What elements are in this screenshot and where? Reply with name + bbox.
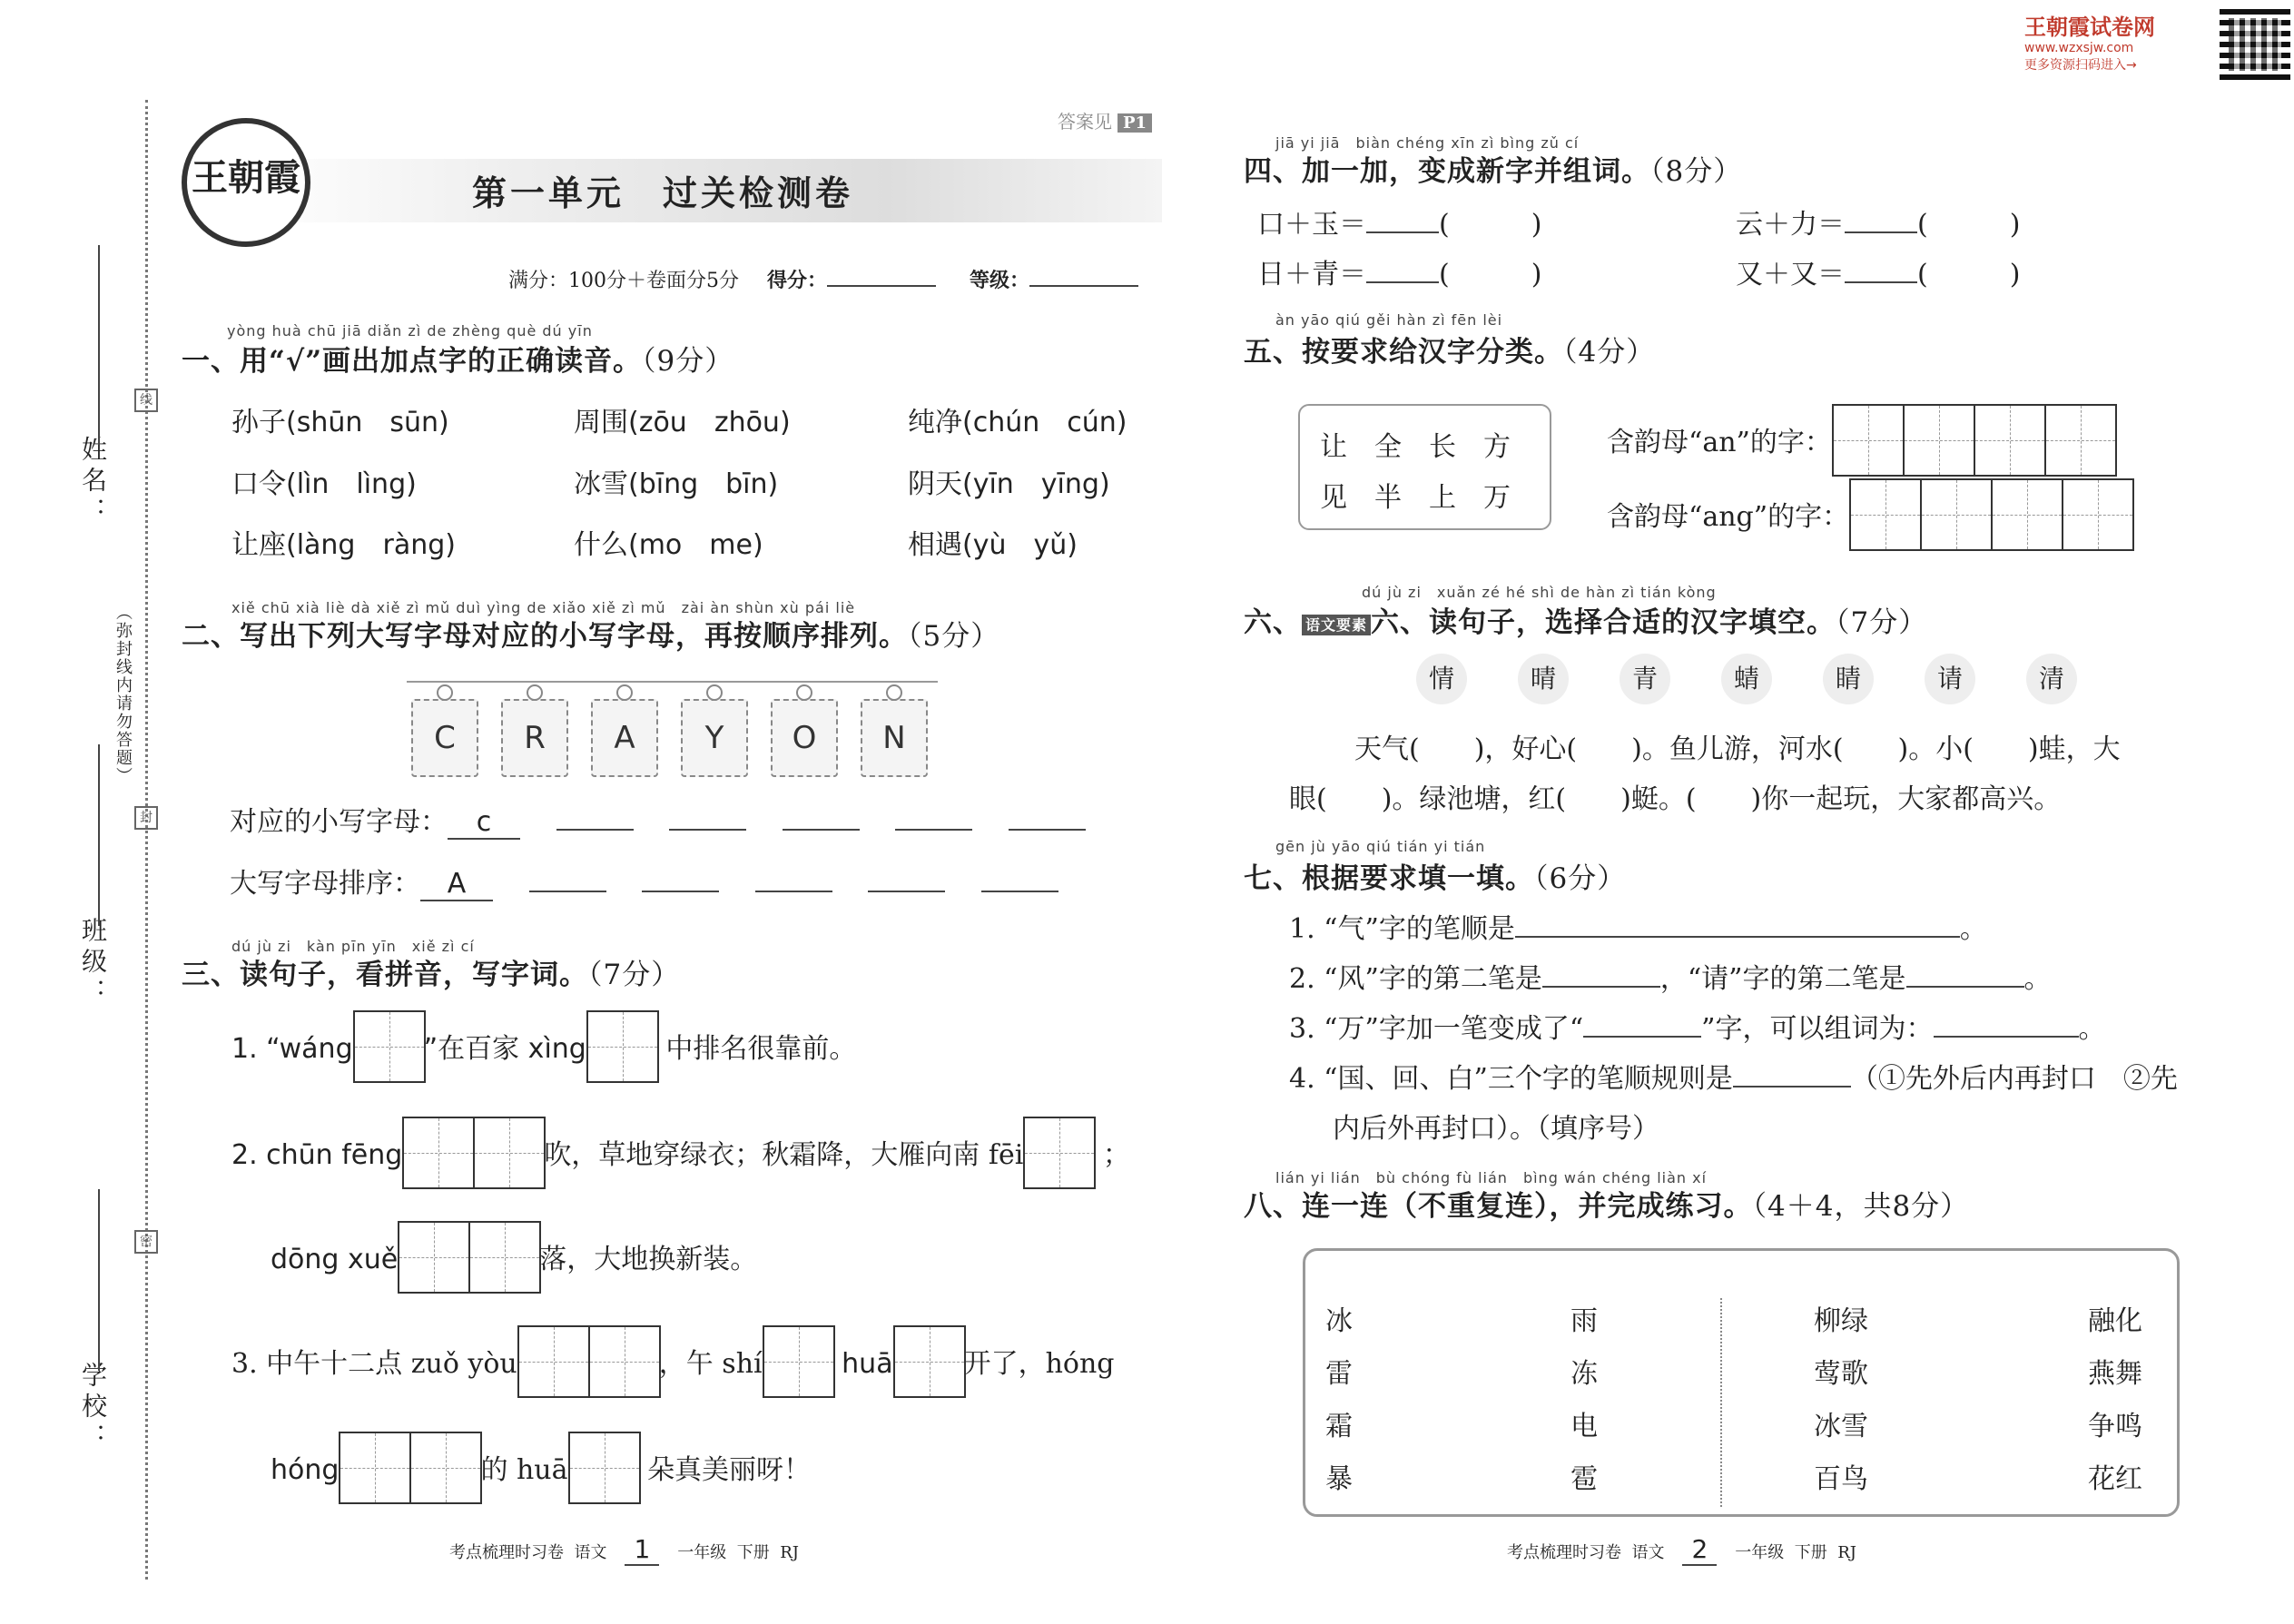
- order-blank[interactable]: [755, 891, 832, 892]
- grade-label: 等级：: [970, 269, 1030, 292]
- lowercase-blank[interactable]: [1009, 829, 1086, 831]
- char-grid[interactable]: [568, 1432, 639, 1511]
- q3-sentence-2b: dōng xuě 落，大地换新装。: [271, 1221, 757, 1301]
- match-item[interactable]: 燕舞: [2088, 1358, 2142, 1390]
- q4-pinyin: jiā yi jiā biàn chéng xīn zì bìng zǔ cí: [1275, 134, 1580, 152]
- q7-item-3: 3. “万”字加一笔变成了“ ”字，可以组词为： 。: [1289, 1013, 2106, 1045]
- match-item[interactable]: 雹: [1570, 1463, 1598, 1495]
- option-char: 睛: [1823, 654, 1874, 704]
- answer-blank[interactable]: [1845, 281, 1917, 283]
- option-char: 蜻: [1721, 654, 1772, 704]
- answer-blank[interactable]: [1845, 231, 1917, 233]
- footer-page-2: 考点梳理时习卷 语文 2 一年级 下册 RJ: [1507, 1534, 1856, 1564]
- q1-item: 孙子(shūn sūn): [231, 407, 449, 438]
- q1-item: 冰雪(bīng bīn): [574, 468, 779, 500]
- answer-ref-label: 答案见: [1058, 111, 1112, 133]
- q5-pinyin: àn yāo qiú gěi hàn zì fēn lèi: [1275, 311, 1503, 329]
- score-info: 满分：100分＋卷面分5分: [508, 270, 739, 292]
- match-item[interactable]: 冰: [1325, 1305, 1353, 1337]
- ang-row: 含韵母“ang”的字：: [1607, 478, 2132, 558]
- match-item[interactable]: 柳绿: [1814, 1305, 1868, 1337]
- letter-card: R: [501, 699, 568, 777]
- order-blank[interactable]: [529, 891, 606, 892]
- q1-item: 阴天(yīn yīng): [908, 468, 1110, 500]
- q8-title: 八、连一连（不重复连），并完成练习。（4＋4，共8分）: [1244, 1190, 1970, 1223]
- score-line: [508, 265, 1166, 293]
- class-label: 班级：: [78, 917, 108, 1009]
- q3-sentence-1: 1. “wáng ”在百家 xìng 中排名很靠前。: [231, 1010, 856, 1090]
- binding-line: [145, 100, 148, 1580]
- q1-item: 周围(zōu zhōu): [574, 407, 791, 438]
- q1-item: 相遇(yù yǔ): [908, 529, 1078, 561]
- match-item[interactable]: 争鸣: [2088, 1411, 2142, 1442]
- q3-pinyin: dú jù zi kàn pīn yīn xiě zì cí: [231, 938, 475, 955]
- footer-page-1: 考点梳理时习卷 语文 1 一年级 下册 RJ: [449, 1534, 799, 1564]
- score-label: 得分：: [767, 269, 828, 292]
- match-item[interactable]: 百鸟: [1814, 1463, 1868, 1495]
- lowercase-blank[interactable]: c: [448, 806, 520, 840]
- match-item[interactable]: 雷: [1325, 1358, 1353, 1390]
- q3-sentence-2: 2. chūn fēng 吹，草地穿绿衣；秋霜降，大雁向南 fēi ；: [231, 1117, 1130, 1196]
- q6-line-2: 眼( )。绿池塘，红( )蜓。( )你一起玩，大家都高兴。: [1289, 783, 2062, 815]
- char-grid[interactable]: [1023, 1117, 1094, 1196]
- match-item[interactable]: 冰雪: [1814, 1411, 1868, 1442]
- answer-ref-page: P1: [1117, 113, 1152, 133]
- q1-item: 让座(làng ràng): [231, 529, 456, 561]
- char-grid[interactable]: [1832, 404, 2115, 484]
- page-number: 2: [1682, 1534, 1717, 1566]
- q4-row: 口＋玉＝ ( ): [1257, 209, 1542, 241]
- lowercase-blank[interactable]: [556, 829, 634, 831]
- grade-blank[interactable]: [1029, 285, 1138, 287]
- lowercase-blank[interactable]: [783, 829, 860, 831]
- school-label: 学校：: [78, 1362, 108, 1454]
- q1-item: 纯净(chún cún): [908, 407, 1127, 438]
- seal-mark-bot: 密: [134, 1230, 158, 1254]
- school-blank[interactable]: [98, 1189, 100, 1371]
- letter-card: C: [411, 699, 478, 777]
- q3-title: 三、读句子，看拼音，写字词。（7分）: [182, 959, 681, 991]
- q6-title: 六、 语文要素 六、读句子，选择合适的汉字填空。（7分）: [1244, 606, 1928, 639]
- q7-item-1: 1. “气”字的笔顺是 。: [1289, 913, 1987, 945]
- match-item[interactable]: 暴: [1325, 1463, 1353, 1495]
- char-grid[interactable]: [402, 1117, 544, 1196]
- answer-blank[interactable]: [1542, 986, 1660, 988]
- char-row-1: 让 全 长 方: [1320, 431, 1511, 463]
- logo-text: 王朝霞: [192, 156, 300, 199]
- order-blank[interactable]: [868, 891, 945, 892]
- char-box: [1298, 404, 1551, 530]
- char-grid[interactable]: [763, 1325, 833, 1405]
- option-char: 请: [1925, 654, 1975, 704]
- brand-url: www.wzxsjw.com: [2024, 41, 2134, 55]
- seal-mark-mid: 封: [134, 806, 158, 830]
- lowercase-blank[interactable]: [895, 829, 972, 831]
- letter-card: N: [861, 699, 928, 777]
- answer-blank[interactable]: [1583, 1036, 1701, 1038]
- q3-sentence-3: 3. 中午十二点 zuǒ yòu ，午 shí huā 开了，hóng: [231, 1325, 1115, 1405]
- q7-pinyin: gēn jù yāo qiú tián yi tián: [1275, 838, 1486, 855]
- publisher-logo: [182, 118, 310, 247]
- option-char: 清: [2026, 654, 2077, 704]
- brand-name: 王朝霞试卷网: [2024, 15, 2155, 40]
- char-grid[interactable]: [1849, 478, 2132, 558]
- answer-blank[interactable]: [1934, 1036, 2079, 1038]
- q6-pinyin: dú jù zi xuǎn zé hé shì de hàn zì tián kòng: [1362, 584, 1717, 601]
- seal-notice: （弥封线内请勿答题）: [113, 604, 133, 785]
- q6-line-1: 天气( )，好心( )。鱼儿游，河水( )。小( )蛙，大: [1354, 733, 2121, 765]
- q1-title: 一、用“√”画出加点字的正确读音。（9分）: [182, 345, 734, 378]
- an-row: 含韵母“an”的字：: [1607, 404, 2115, 484]
- char-grid[interactable]: [398, 1221, 539, 1301]
- lowercase-row: 对应的小写字母： c: [230, 799, 1086, 840]
- letter-card: Y: [681, 699, 748, 777]
- match-item[interactable]: 融化: [2088, 1305, 2142, 1337]
- match-item[interactable]: 电: [1570, 1411, 1598, 1442]
- q3-sentence-3b: hóng 的 huā 朵真美丽呀！: [271, 1432, 811, 1511]
- answer-blank[interactable]: [1906, 986, 2024, 988]
- seal-mark-top: 线: [134, 389, 158, 412]
- q4-row: 又＋又＝ ( ): [1736, 259, 2021, 290]
- q6-tag: 语文要素: [1302, 615, 1371, 635]
- q2-title: 二、写出下列大写字母对应的小写字母，再按顺序排列。（5分）: [182, 620, 1000, 653]
- char-grid[interactable]: [339, 1432, 480, 1511]
- order-blank[interactable]: A: [420, 868, 493, 901]
- char-grid[interactable]: [893, 1325, 964, 1405]
- class-blank[interactable]: [98, 744, 100, 926]
- option-char: 青: [1620, 654, 1670, 704]
- q1-item: 什么(mo me): [574, 529, 763, 561]
- letter-card: A: [591, 699, 658, 777]
- char-grid[interactable]: [586, 1010, 657, 1090]
- match-item[interactable]: 霜: [1325, 1411, 1353, 1442]
- option-char: 情: [1416, 654, 1467, 704]
- answer-blank[interactable]: [1515, 936, 1960, 938]
- option-char: 晴: [1518, 654, 1569, 704]
- answer-reference: [1058, 107, 1152, 133]
- q4-row: 日＋青＝ ( ): [1257, 259, 1542, 290]
- q7-item-2: 2. “风”字的第二笔是 ，“请”字的第二笔是 。: [1289, 963, 2052, 995]
- matching-box: [1303, 1248, 2180, 1517]
- score-blank[interactable]: [827, 285, 936, 287]
- order-row: 大写字母排序： A: [230, 861, 1058, 901]
- char-row-2: 见 半 上 万: [1320, 482, 1511, 514]
- page-number: 1: [625, 1534, 659, 1566]
- brand-slogan: 更多资源扫码进入→: [2024, 58, 2137, 73]
- matching-divider: [1720, 1298, 1722, 1507]
- order-blank[interactable]: [981, 891, 1058, 892]
- q7-item-4b: 内后外再封口）。（填序号）: [1333, 1113, 1659, 1145]
- char-grid[interactable]: [517, 1325, 659, 1405]
- answer-blank[interactable]: [1733, 1086, 1851, 1088]
- q1-item: 口令(lìn lìng): [231, 468, 417, 500]
- card-string: [407, 681, 938, 683]
- char-grid[interactable]: [353, 1010, 424, 1090]
- q1-pinyin: yòng huà chū jiā diǎn zì de zhèng què dú yīn: [227, 322, 593, 340]
- q7-title: 七、根据要求填一填。（6分）: [1244, 862, 1627, 895]
- brand-logo: [2024, 9, 2155, 74]
- name-blank[interactable]: [98, 245, 100, 445]
- q8-pinyin: lián yi lián bù chóng fù lián bìng wán chéng liàn xí: [1275, 1169, 1708, 1186]
- q5-title: 五、按要求给汉字分类。（4分）: [1244, 336, 1656, 369]
- order-blank[interactable]: [642, 891, 719, 892]
- q2-pinyin: xiě chū xià liè dà xiě zì mǔ duì yìng de xiǎo xiě zì mǔ zài àn shùn xù pái liè: [231, 599, 856, 616]
- name-label: 姓名：: [78, 436, 108, 528]
- match-item[interactable]: 冻: [1570, 1358, 1598, 1390]
- q4-title: 四、加一加，变成新字并组词。（8分）: [1244, 155, 1743, 188]
- match-item[interactable]: 花红: [2088, 1463, 2142, 1495]
- match-item[interactable]: 雨: [1570, 1305, 1598, 1337]
- qr-code-icon[interactable]: [2220, 9, 2290, 80]
- answer-blank[interactable]: [1366, 281, 1439, 283]
- match-item[interactable]: 莺歌: [1814, 1358, 1868, 1390]
- page-title: 第一单元 过关检测卷: [472, 172, 854, 213]
- lowercase-blank[interactable]: [669, 829, 746, 831]
- q7-item-4: 4. “国、回、白”三个字的笔顺规则是 （①先外后内再封口 ②先: [1289, 1063, 2178, 1095]
- q4-row: 云＋力＝ ( ): [1736, 209, 2021, 241]
- letter-card: O: [771, 699, 838, 777]
- answer-blank[interactable]: [1366, 231, 1439, 233]
